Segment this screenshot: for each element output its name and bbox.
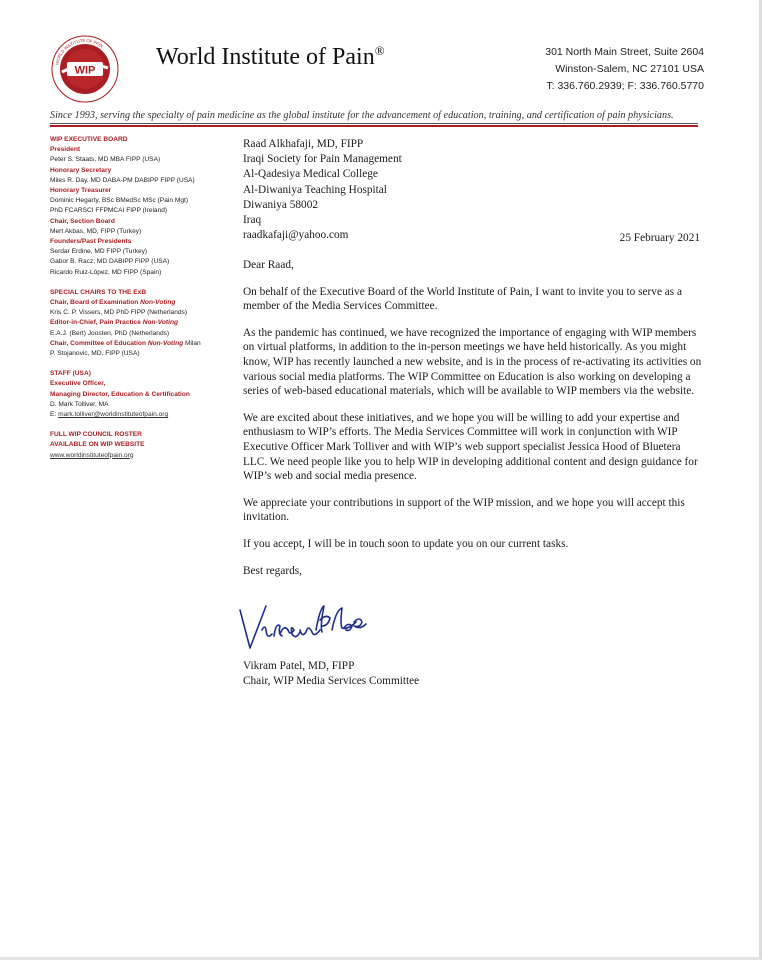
section-board-name: Mert Akbas, MD, FIPP (Turkey) <box>50 227 142 235</box>
signer-title: Chair, WIP Media Services Committee <box>243 674 420 687</box>
phone-fax: T: 336.760.2939; F: 336.760.5770 <box>546 80 704 92</box>
header-divider <box>50 123 698 124</box>
founders-role: Founders/Past Presidents <box>50 238 132 246</box>
handwritten-signature <box>236 600 376 660</box>
recipient-address <box>243 137 402 243</box>
paragraph: On behalf of the Executive Board of the World Institute of Pain, I want to invite you to serve as a member of the Media Services Committee. <box>243 285 683 313</box>
organization-address <box>545 44 704 95</box>
roster-title: FULL WIP COUNCIL ROSTER <box>50 431 142 439</box>
recipient-line: Iraqi Society for Pain Management <box>243 153 402 166</box>
address-line-2: Winston-Salem, NC 27101 USA <box>555 63 704 75</box>
staff-title: STAFF (USA) <box>50 370 91 378</box>
hon-secretary-role: Honorary Secretary <box>50 166 112 174</box>
wip-logo <box>50 34 120 104</box>
salutation: Dear Raad, <box>243 259 294 271</box>
founder-name: Gabor B. Racz, MD DABIPP FIPP (USA) <box>50 258 170 266</box>
exam-board-name: Kris C. P. Vissers, MD PhD FIPP (Netherlands) <box>50 309 188 317</box>
exam-board-role: Chair, Board of Examination Non-Voting <box>50 299 176 307</box>
address-line-1: 301 North Main Street, Suite 2604 <box>545 46 704 58</box>
section-board-role: Chair, Section Board <box>50 217 115 225</box>
paragraph: We appreciate your contributions in support of the WIP mission, and we hope you will accept this invitation. <box>243 496 685 524</box>
website-link[interactable]: www.worldinstituteofpain.org <box>50 451 134 459</box>
paragraph: We are excited about these initiatives, and we hope you will be willing to add your expertise and enthusiasm to WIP’s efforts. The Media Services Committee will work in conjunction with WIP Executive Officer Mark Tolliver and with WIP’s web support specialist Jessica Hood of Bluetera LLC. We need people like you to help WIP in developing additional content and design guidance for WIP’s web and social media presence. <box>243 411 698 483</box>
organization-name: World Institute of Pain® <box>156 43 385 70</box>
hon-secretary-name: Miles R. Day, MD DABA-PM DABIPP FIPP (USA) <box>50 176 195 184</box>
signer-block <box>243 659 419 688</box>
editor-role: Editor-in-Chief, Pain Practice Non-Voting <box>50 319 178 327</box>
recipient-line: Al-Qadesiya Medical College <box>243 168 378 181</box>
svg-text:WIP: WIP <box>74 64 96 77</box>
recipient-line: Al-Diwaniya Teaching Hospital <box>243 183 387 196</box>
founder-name: Ricardo Ruiz-López, MD FIPP (Spain) <box>50 268 162 276</box>
founder-name: Serdar Erdine, MD FIPP (Turkey) <box>50 248 148 256</box>
editor-name: E.A.J. (Bert) Joosten, PhD (Netherlands) <box>50 329 170 337</box>
recipient-line: Raad Alkhafaji, MD, FIPP <box>243 138 364 150</box>
paragraph: As the pandemic has continued, we have recognized the importance of engaging with WIP members on virtual platforms, in addition to the in-person meetings we have held historically. As you might know, WIP has recently launched a new website, and is in the process of re-activating its activities on various social media platforms. The WIP Committee on Education is also working on developing a series of web-based educational materials, which will be available to WIP members via the website. <box>243 326 702 398</box>
paragraph: If you accept, I will be in touch soon to update you on our current tasks. <box>243 537 569 550</box>
letter-date: 25 February 2021 <box>619 232 700 244</box>
tagline: Since 1993, serving the specialty of pain medicine as the global institute for the advancement of education, training, and certification of pain physicians. <box>50 110 674 121</box>
special-chairs-title: SPECIAL CHAIRS TO THE ExB <box>50 288 147 296</box>
exec-officer-role: Executive Officer, <box>50 380 106 388</box>
managing-director-role: Managing Director, Education & Certification <box>50 390 190 398</box>
closing: Best regards, <box>243 564 302 577</box>
recipient-line: Iraq <box>243 214 262 227</box>
signer-name: Vikram Patel, MD, FIPP <box>243 660 355 672</box>
header-divider-red <box>50 125 698 127</box>
hon-treasurer-role: Honorary Treasurer <box>50 187 112 195</box>
svg-text:WORLD INSTITUTE OF PAIN: WORLD INSTITUTE OF PAIN <box>54 37 104 66</box>
letter-body <box>243 258 703 590</box>
president-name: Peter S. Staats, MD MBA FIPP (USA) <box>50 156 161 164</box>
staff-name: D. Mark Tolliver, MA <box>50 400 109 408</box>
recipient-line: Diwaniya 58002 <box>243 198 318 211</box>
education-role: Chair, Committee of Education Non-Voting Milan <box>50 339 201 347</box>
roster-subtitle: AVAILABLE ON WIP WEBSITE <box>50 441 145 449</box>
board-sidebar <box>50 135 230 461</box>
hon-treasurer-name: Dominic Hegarty, BSc BMedSc MSc (Pain Mgt) <box>50 197 189 205</box>
president-role: President <box>50 146 81 154</box>
hon-treasurer-name-cont: PhD FCARSCI FFPMCAI FIPP (Ireland) <box>50 207 168 215</box>
education-name: P. Stojanovic, MD, FIPP (USA) <box>50 350 140 358</box>
staff-email-line: E: mark.tolliver@worldinstituteofpain.org <box>50 411 169 419</box>
recipient-email: raadkafaji@yahoo.com <box>243 229 349 242</box>
staff-email-link[interactable]: mark.tolliver@worldinstituteofpain.org <box>58 411 169 419</box>
exec-board-title: WIP EXECUTIVE BOARD <box>50 136 128 143</box>
